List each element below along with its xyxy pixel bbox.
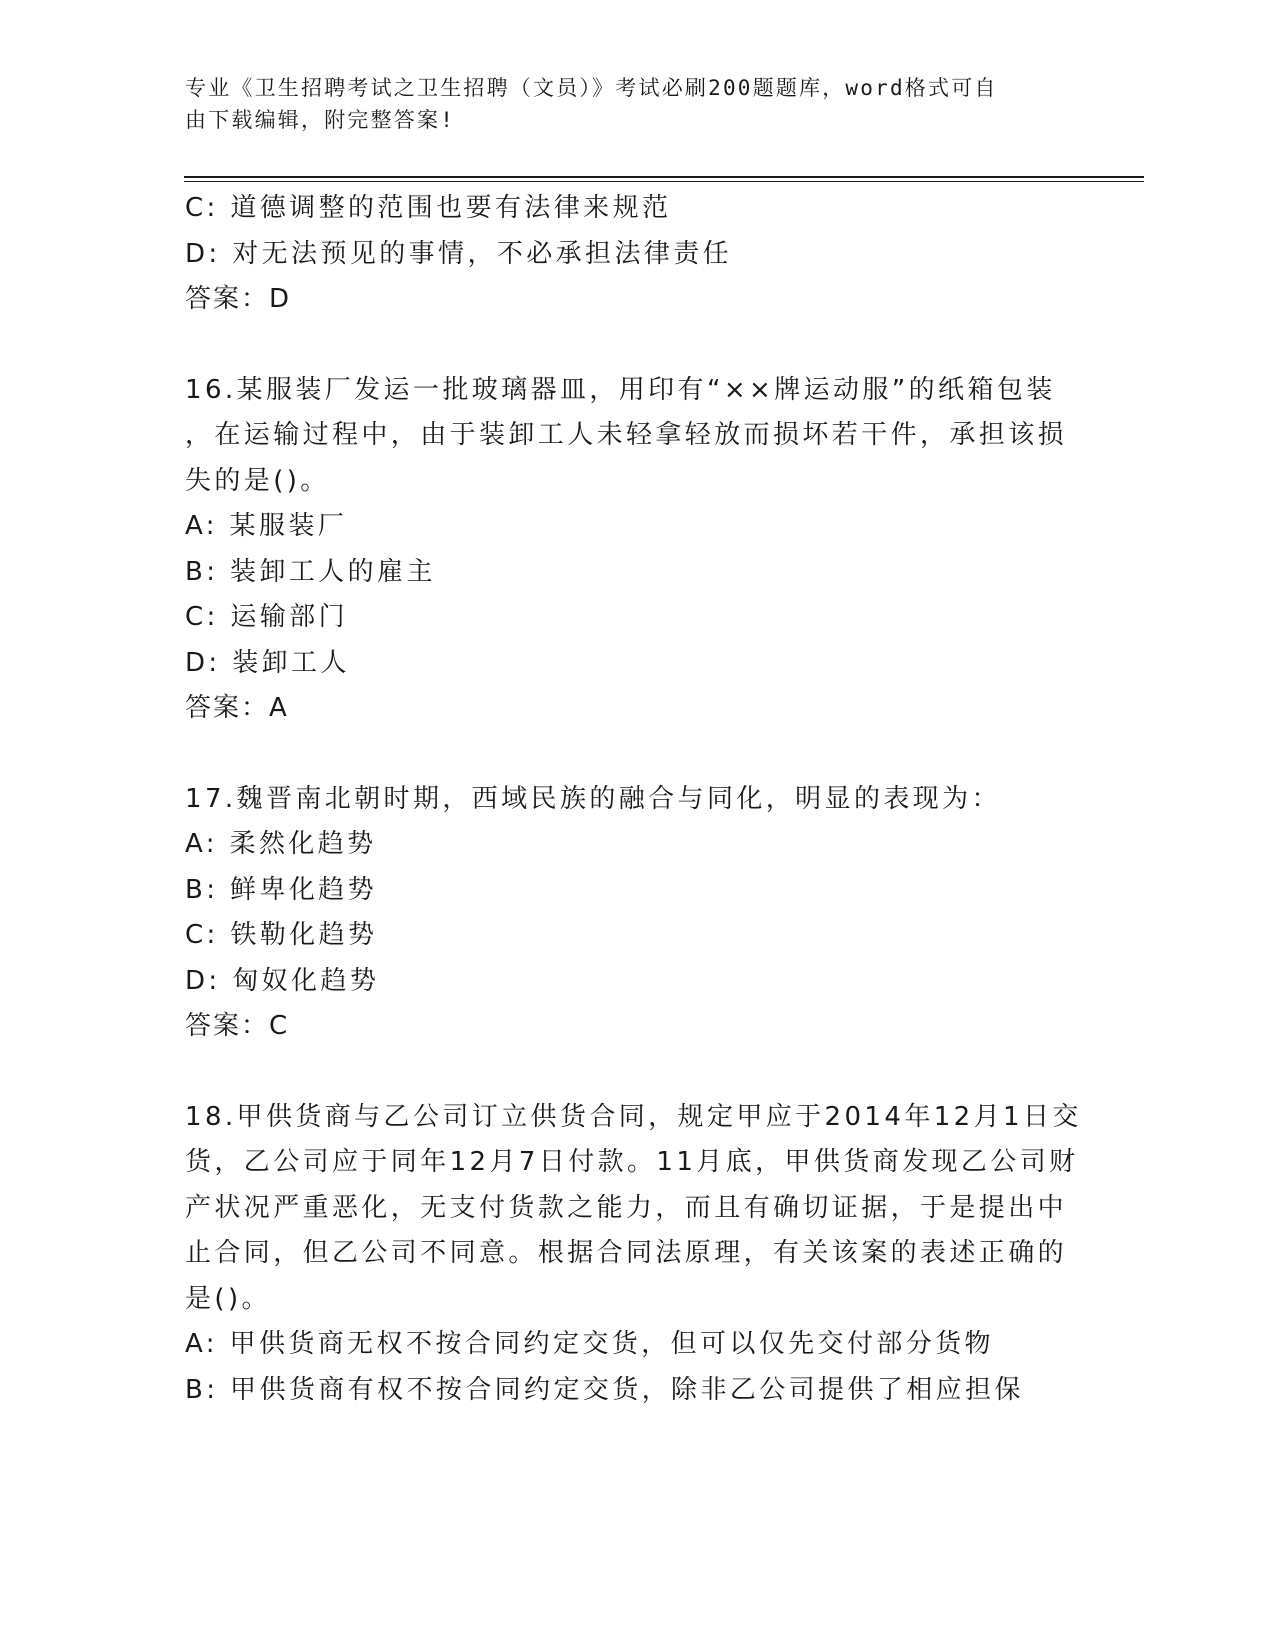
option-c: C: 道德调整的范围也要有法律来规范 — [185, 193, 672, 223]
question-18 — [185, 1095, 1085, 1414]
question-stem-line: 产状况严重恶化，无支付货款之能力，而且有确切证据，于是提出中 — [185, 1192, 1068, 1223]
option-b: B: 鲜卑化趋势 — [185, 874, 378, 905]
question-stem-line: ，在运输过程中，由于装卸工人未轻拿轻放而损坏若干件，承担该损 — [185, 420, 1068, 450]
option-d: D: 对无法预见的事情，不必承担法律责任 — [185, 238, 733, 269]
document-header — [185, 72, 1065, 136]
spacer — [185, 732, 1085, 777]
option-a: A: 某服装厂 — [185, 511, 348, 541]
spacer — [185, 1050, 1085, 1095]
answer: 答案：C — [185, 1011, 290, 1041]
header-line-1: 专业《卫生招聘考试之卫生招聘（文员）》考试必刷200题题库，word格式可自 — [185, 76, 998, 100]
question-16 — [185, 368, 1085, 732]
option-d: D: 装卸工人 — [185, 647, 350, 678]
answer: 答案：A — [185, 693, 289, 723]
question-stem-line: 17.魏晋南北朝时期，西域民族的融合与同化，明显的表现为： — [185, 783, 1001, 814]
option-a: A: 柔然化趋势 — [185, 829, 377, 859]
header-line-2: 由下载编辑，附完整答案! — [185, 108, 456, 132]
question-stem-line: 是()。 — [185, 1283, 271, 1314]
answer: 答案：D — [185, 284, 292, 314]
option-b: B: 甲供货商有权不按合同约定交货，除非乙公司提供了相应担保 — [185, 1374, 1024, 1405]
header-divider-thick — [184, 176, 1144, 178]
spacer — [185, 323, 1085, 368]
question-17 — [185, 777, 1085, 1050]
question-stem-line: 18.甲供货商与乙公司订立供货合同，规定甲应于2014年12月1日交 — [185, 1101, 1082, 1132]
option-c: C: 运输部门 — [185, 602, 348, 632]
option-c: C: 铁勒化趋势 — [185, 920, 378, 950]
question-stem-line: 货，乙公司应于同年12月7日付款。11月底，甲供货商发现乙公司财 — [185, 1147, 1079, 1177]
option-d: D: 匈奴化趋势 — [185, 965, 380, 996]
question-stem-line: 失的是()。 — [185, 465, 330, 496]
header-divider-thin — [184, 181, 1144, 182]
question-list — [185, 186, 1085, 1413]
question-stem-line: 止合同，但乙公司不同意。根据合同法原理，有关该案的表述正确的 — [185, 1238, 1068, 1268]
question-stem-line: 16.某服装厂发运一批玻璃器皿，用印有“××牌运动服”的纸箱包装 — [185, 374, 1056, 405]
question-15 — [185, 186, 1085, 323]
option-b: B: 装卸工人的雇主 — [185, 556, 436, 587]
option-a: A: 甲供货商无权不按合同约定交货，但可以仅先交付部分货物 — [185, 1329, 994, 1359]
